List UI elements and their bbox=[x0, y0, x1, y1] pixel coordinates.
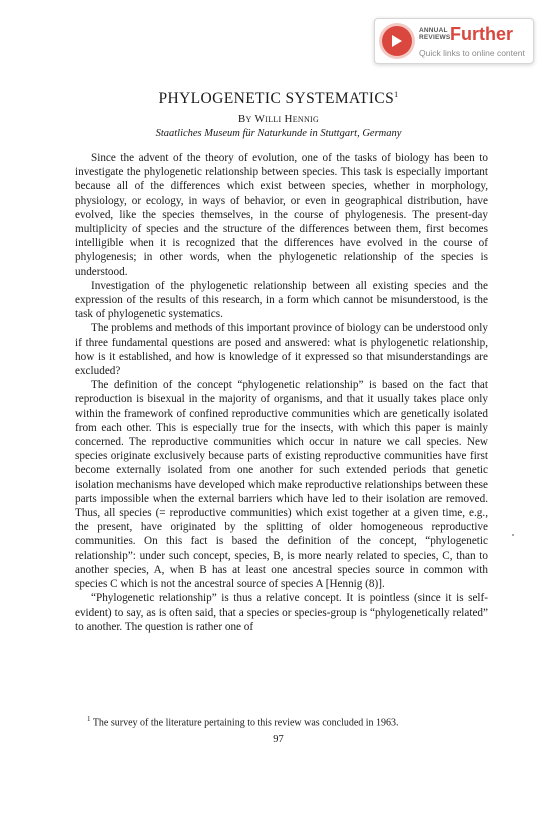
badge-tagline: Quick links to online content bbox=[419, 48, 525, 58]
article-title bbox=[0, 90, 557, 108]
scan-speck bbox=[512, 534, 514, 536]
affiliation: Staatliches Museum für Naturkunde in Stuttgart, Germany bbox=[155, 128, 402, 139]
title-text: PHYLOGENETIC SYSTEMATICS bbox=[158, 90, 395, 107]
byline: By Willi Hennig bbox=[237, 113, 320, 125]
footnote bbox=[75, 713, 488, 729]
badge-further-label: Further bbox=[450, 24, 513, 44]
annual-reviews-wordmark bbox=[419, 27, 450, 41]
paragraph: The definition of the concept “phylogenetic relationship” is based on the fact that reproduction is bisexual in the majority of organisms, and that it usually takes place only within the framework of confined reproductive communities which are genetically isolated from each other. This is especially true for the insects, with which this paper is mainly concerned. The reproductive communities which occur in nature we call species. New species originate exclusively because parts of existing reproductive communities have first become externally isolated from one another for such extended periods that genetic isolation mechanisms have developed which make reproductive relationships between these parts impossible when the external barriers which have led to their isolation are removed. Thus, all species (= reproductive communities) which exist together at a given time, e.g., the present, have originated by the splitting of older homogeneous reproductive communities. On this fact is based the definition of the concept, “phylogenetic relationship”: under such concept, species, B, is more nearly related to species, C, than to another species, A, when B has at least one ancestral species source in common with species C which is not the ancestral source of species A [Hennig (8)]. bbox=[75, 379, 488, 591]
badge-reviews: REVIEWS bbox=[419, 34, 451, 41]
paragraph: The problems and methods of this important province of biology can be understood only if three fundamental questions are posed and answered: what is phylogenetic relationship, how is it established, and how is knowledge of it expressed so that misunderstandings are excluded? bbox=[75, 322, 488, 378]
annual-reviews-further-badge[interactable] bbox=[374, 18, 534, 64]
page-number: 97 bbox=[273, 734, 284, 745]
title-footnote-mark: 1 bbox=[394, 90, 399, 99]
footnote-mark: 1 bbox=[87, 715, 91, 723]
paragraph: “Phylogenetic relationship” is thus a relative concept. It is pointless (since it is self-evident) to say, as is often said, that a species or species-group is “phylogenetically related” to another. The question is rather one of bbox=[75, 592, 488, 633]
further-logo-icon bbox=[382, 26, 412, 56]
badge-annual: ANNUAL bbox=[419, 27, 448, 34]
paragraph: Investigation of the phylogenetic relationship between all existing species and the expression of the results of this research, in a form which cannot be misunderstood, is the task of phylogenetic systematics. bbox=[75, 279, 488, 321]
article-body bbox=[75, 151, 488, 634]
footnote-text: The survey of the literature pertaining to this review was concluded in 1963. bbox=[90, 717, 399, 729]
paragraph: Since the advent of the theory of evolution, one of the tasks of biology has been to investigate the phylogenetic relationship between species. This task is especially important because all of the differences which exist between species, whether in morphology, physiology, or ecology, in ways of behavior, or even in geographical distribution, have evolved, like the species themselves, in the course of phylogenesis. The present-day multiplicity of species and the structure of the differences between them, first becomes intelligible when it is recognized that the differences have evolved in the course of phylogenesis; in other words, when the phylogenetic relationship of the species is understood. bbox=[75, 152, 488, 278]
